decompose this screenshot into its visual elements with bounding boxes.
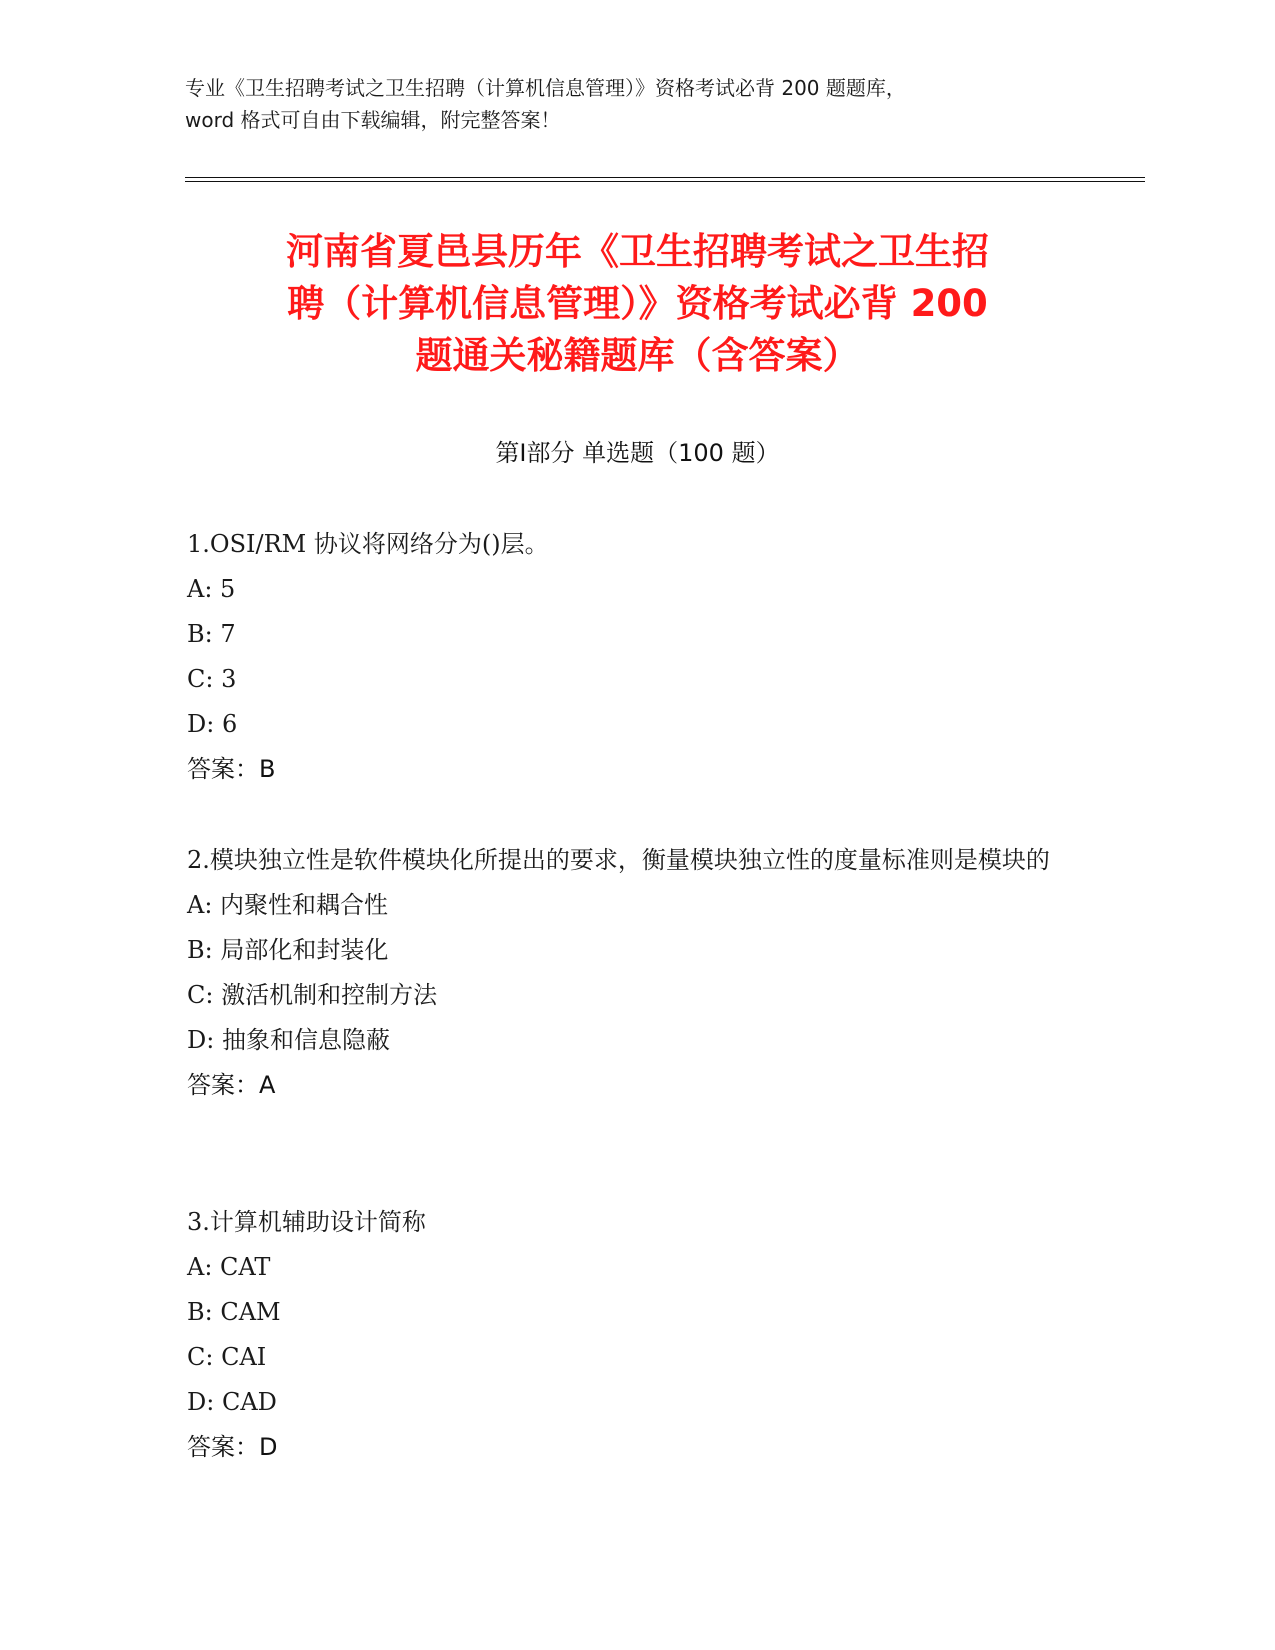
- option-a: A: CAT: [187, 1253, 271, 1281]
- question-2: [187, 838, 1067, 1108]
- header-divider-bottom: [185, 181, 1145, 182]
- option-c: C: CAI: [187, 1343, 267, 1371]
- question-stem: 1.OSI/RM 协议将网络分为()层。: [187, 530, 549, 558]
- header-divider-top: [185, 177, 1145, 178]
- question-1: [187, 522, 1067, 792]
- section-title: 第Ⅰ部分 单选题（100 题）: [495, 439, 780, 467]
- option-a: A: 内聚性和耦合性: [187, 891, 389, 919]
- question-3: [187, 1200, 1067, 1470]
- question-stem: 2.模块独立性是软件模块化所提出的要求，衡量模块独立性的度量标准则是模块的: [187, 846, 1050, 874]
- option-a: A: 5: [187, 575, 236, 603]
- header-note: [185, 72, 1085, 136]
- document-title-line3: 题通关秘籍题库（含答案）: [415, 334, 860, 377]
- document-title: [180, 226, 1095, 382]
- option-d: D: 抽象和信息隐蔽: [187, 1026, 390, 1054]
- answer: 答案：B: [187, 755, 276, 783]
- question-stem: 3.计算机辅助设计简称: [187, 1208, 426, 1236]
- option-c: C: 激活机制和控制方法: [187, 981, 438, 1009]
- answer: 答案：D: [187, 1433, 278, 1461]
- header-note-line2: word 格式可自由下载编辑，附完整答案！: [185, 108, 561, 132]
- option-b: B: 7: [187, 620, 236, 648]
- option-b: B: CAM: [187, 1298, 281, 1326]
- option-b: B: 局部化和封装化: [187, 936, 389, 964]
- document-title-line1: 河南省夏邑县历年《卫生招聘考试之卫生招: [286, 230, 989, 273]
- option-c: C: 3: [187, 665, 237, 693]
- option-d: D: 6: [187, 710, 238, 738]
- answer: 答案：A: [187, 1071, 276, 1099]
- option-d: D: CAD: [187, 1388, 277, 1416]
- document-title-line2: 聘（计算机信息管理）》资格考试必背 200: [287, 282, 988, 325]
- header-note-line1: 专业《卫生招聘考试之卫生招聘（计算机信息管理）》资格考试必背 200 题题库，: [185, 76, 906, 100]
